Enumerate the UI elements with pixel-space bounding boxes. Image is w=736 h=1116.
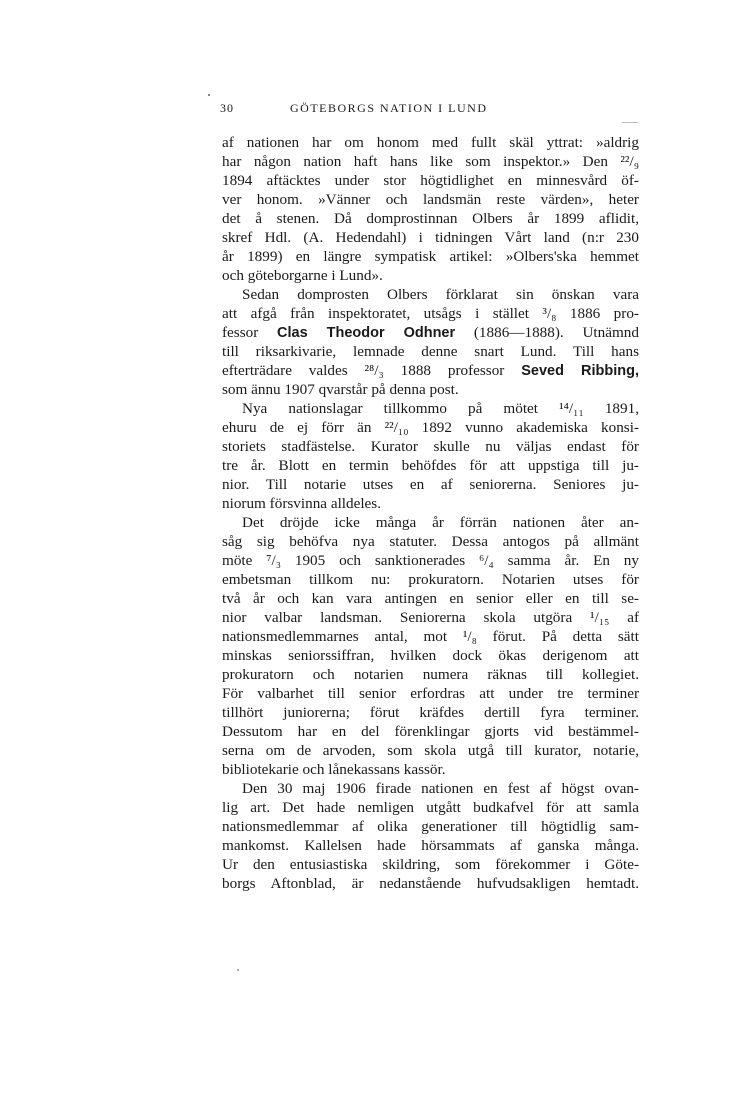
text-line: såg sig behöfva nya statuter. Dessa antogos på allmänt — [222, 533, 639, 550]
text-line: nior valbar landsman. Seniorerna skola utgöra ¹/₁₅ af — [222, 609, 639, 626]
text-line — [222, 323, 639, 342]
text-line: nior. Till notarie utses en af seniorerna. Seniores ju- — [222, 476, 639, 493]
text-line: lig art. Det hade nemligen utgått budkafvel för att samla — [222, 799, 639, 816]
text-line: prokuratorn och notarien numera räknas till kollegiet. — [222, 666, 639, 683]
body-text — [222, 133, 639, 893]
text-line: Det dröjde icke många år förrän nationen åter an- — [242, 514, 639, 531]
text-line: af nationen har om honom med fullt skäl yttrat: »aldrig — [222, 134, 639, 151]
text-line: bibliotekarie och lånekassans kassör. — [222, 761, 446, 778]
paragraph-4 — [222, 513, 639, 779]
text-line: mankomst. Kallelsen hade hörsammats af ganska många. — [222, 837, 639, 854]
text-segment: efterträdare valdes ²⁸/₃ 1888 professor — [222, 362, 522, 379]
text-line: tre år. Blott en termin behöfdes för att uppstiga till ju- — [222, 457, 639, 474]
paragraph-3 — [222, 399, 639, 513]
text-line: borgs Aftonblad, är nedanstående hufvudsakligen hemtadt. — [222, 875, 639, 892]
paragraph-5 — [222, 779, 639, 893]
text-line: tillhört juniorerna; förut kräfdes dertill fyra terminer. — [222, 704, 639, 721]
person-name: Clas Theodor Odhner — [277, 325, 456, 341]
text-line: nationsmedlemmar af olika generationer till högtidlig sam- — [222, 818, 639, 835]
text-line: som ännu 1907 qvarstår på denna post. — [222, 381, 459, 398]
text-segment: (1886—1888). Utnämnd — [455, 324, 639, 341]
text-line: skref Hdl. (A. Hedendahl) i tidningen Vårt land (n:r 230 — [222, 229, 639, 246]
page-header — [220, 101, 640, 121]
text-line: ver honom. »Vänner och landsmän reste värden», heter — [222, 191, 639, 208]
text-line: möte ⁷/₃ 1905 och sanktionerades ⁶/₄ samma år. En ny — [222, 552, 639, 569]
person-name: Seved Ribbing, — [521, 363, 639, 379]
text-line: För valbarhet till senior erfordras att under tre terminer — [222, 685, 639, 702]
text-line: år 1899) en längre sympatisk artikel: »Olbers'ska hemmet — [222, 248, 639, 265]
text-line: det å stenen. Då domprostinnan Olbers år 1899 aflidit, — [222, 210, 639, 227]
text-line: 1894 aftäcktes under stor högtidlighet en minnesvård öf- — [222, 172, 639, 189]
text-line: niorum försvinna alldeles. — [222, 495, 382, 512]
text-line: Sedan domprosten Olbers förklarat sin önskan vara — [242, 286, 639, 303]
text-line: storiets stadfästelse. Kurator skulle nu väljas endast för — [222, 438, 639, 455]
text-line: minskas seniorssiffran, hvilken dock ökas derigenom att — [222, 647, 639, 664]
stray-mark — [622, 122, 638, 123]
text-line: har någon nation haft hans like som inspektor.» Den ²²/₉ — [222, 153, 639, 170]
text-line: serna om de arvoden, som skola utgå till kurator, notarie, — [222, 742, 639, 759]
text-line: och göteborgarne i Lund». — [222, 267, 383, 284]
stray-mark — [237, 969, 239, 971]
text-line: embetsman tillkom nu: prokuratorn. Notarien utses för — [222, 571, 639, 588]
text-line: ehuru de ej förr än ²²/₁₀ 1892 vunno akademiska konsi- — [222, 419, 639, 436]
text-line: två år och kan vara antingen en senior eller en till se- — [222, 590, 639, 607]
page-number: 30 — [220, 101, 234, 115]
text-line: Nya nationslagar tillkommo på mötet ¹⁴/₁₁ 1891, — [242, 400, 639, 417]
text-line: till riksarkivarie, lemnade denne snart Lund. Till hans — [222, 343, 639, 360]
text-line: Ur den entusiastiska skildring, som förekommer i Göte- — [222, 856, 639, 873]
text-line: Den 30 maj 1906 firade nationen en fest af högst ovan- — [242, 780, 639, 797]
text-line: Dessutom har en del förenklingar gjorts vid bestämmel- — [222, 723, 639, 740]
running-title: GÖTEBORGS NATION I LUND — [290, 101, 488, 115]
paragraph-1 — [222, 133, 639, 285]
paragraph-2 — [222, 285, 639, 399]
text-line — [222, 361, 639, 380]
text-line: nationsmedlemmarnes antal, mot ¹/₈ förut. På detta sätt — [222, 628, 639, 645]
stray-mark — [208, 94, 210, 96]
text-line: att afgå från inspektoratet, utsågs i stället ³/₈ 1886 pro- — [222, 305, 639, 322]
text-segment: fessor — [222, 324, 278, 341]
